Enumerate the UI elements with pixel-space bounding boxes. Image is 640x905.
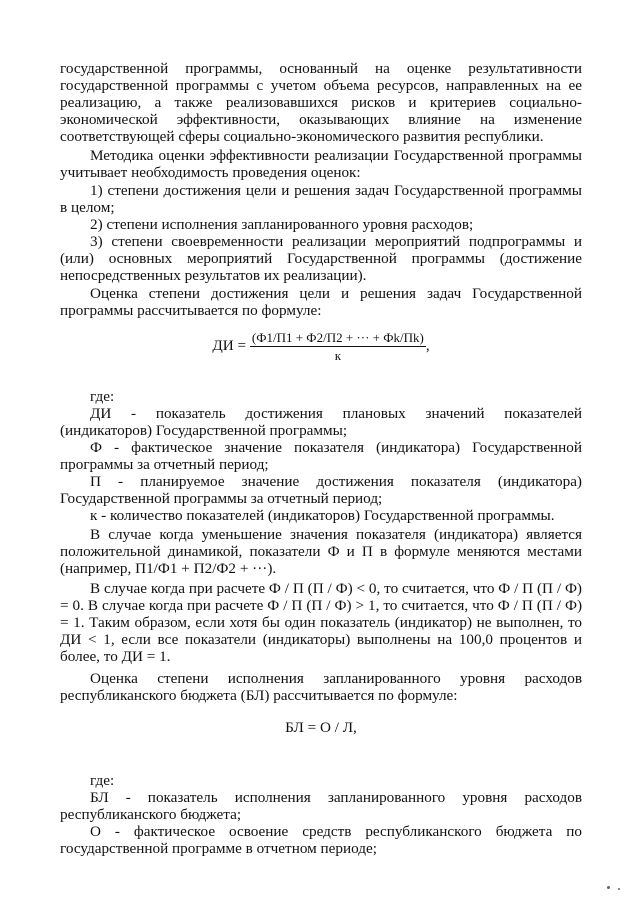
formula-bl	[60, 719, 582, 736]
para-4: В случае когда уменьшение значения показателя (индикатора) является положительной динамикой, показатели Ф и П в формуле меняются местами (например, П1/Ф1 + П2/Ф2 + ···).	[60, 526, 582, 577]
scan-speck	[607, 886, 610, 889]
formula-2: БЛ = О / Л,	[285, 719, 357, 736]
formula-1-fraction	[250, 330, 426, 363]
definitions-2	[60, 772, 582, 857]
definition-item: П - планируемое значение достижения показателя (индикатора) Государственной программы за отчетный период;	[60, 473, 582, 507]
definition-item: к - количество показателей (индикаторов) Государственной программы.	[90, 507, 555, 524]
para-continuation	[60, 60, 582, 145]
para-bounds	[60, 580, 582, 665]
list-item: 2) степени исполнения запланированного уровня расходов;	[90, 216, 474, 233]
definitions-1	[60, 388, 582, 524]
scan-speck	[618, 888, 620, 890]
assessment-list	[60, 182, 582, 284]
definition-item: БЛ - показатель исполнения запланированного уровня расходов республиканского бюджета;	[60, 789, 582, 823]
definition-item: ДИ - показатель достижения плановых значений показателей (индикаторов) Государственной программы;	[60, 405, 582, 439]
formula-1-tail: ,	[425, 336, 430, 354]
para-6: Оценка степени исполнения запланированного уровня расходов республиканского бюджета (БЛ) рассчитывается по формуле:	[60, 670, 582, 704]
formula-1-lhs: ДИ =	[212, 336, 247, 354]
para-reverse-dynamics	[60, 526, 582, 577]
para-methodology	[60, 147, 582, 181]
para-3: Оценка степени достижения цели и решения задач Государственной программы рассчитывается по формуле:	[60, 285, 582, 319]
formula-di	[60, 330, 582, 363]
where-label: где:	[90, 772, 115, 789]
where-label: где:	[90, 388, 115, 405]
para-1: государственной программы, основанный на оценке результативности государственной программы с учетом объема ресурсов, направленных на ее реализацию, а также реализовавшихся рисков и критериев социально-экономической эффективности, оказывающих влияние на изменение соответствующей сферы социально-экономического развития республики.	[60, 60, 582, 145]
formula-1	[60, 330, 582, 363]
formula-1-denominator: к	[334, 348, 342, 363]
para-budget-intro	[60, 670, 582, 704]
list-item: 3) степени своевременности реализации мероприятий подпрограммы и (или) основных мероприятий Государственной программы (достижение непосредственных результатов их реализации).	[60, 233, 582, 284]
para-5: В случае когда при расчете Ф / П (П / Ф) < 0, то считается, что Ф / П (П / Ф) = 0. В случае когда при расчете Ф / П (П / Ф) > 1, то считается, что Ф / П (П / Ф) = 1. Таким образом, если хотя бы один показатель (индикатор) не выполнен, то ДИ < 1, если все показатели (индикаторы) выполнены на 100,0 процентов и более, то ДИ = 1.	[60, 580, 582, 665]
definition-item: Ф - фактическое значение показателя (индикатора) Государственной программы за отчетный период;	[60, 439, 582, 473]
list-item: 1) степени достижения цели и решения задач Государственной программы в целом;	[60, 182, 582, 216]
para-2: Методика оценки эффективности реализации Государственной программы учитывает необходимость проведения оценок:	[60, 147, 582, 181]
para-formula-intro	[60, 285, 582, 319]
formula-1-numerator: (Ф1/П1 + Ф2/П2 + ··· + Фk/Пk)	[251, 330, 424, 345]
definition-item: О - фактическое освоение средств республиканского бюджета по государственной программе в отчетном периоде;	[60, 823, 582, 857]
